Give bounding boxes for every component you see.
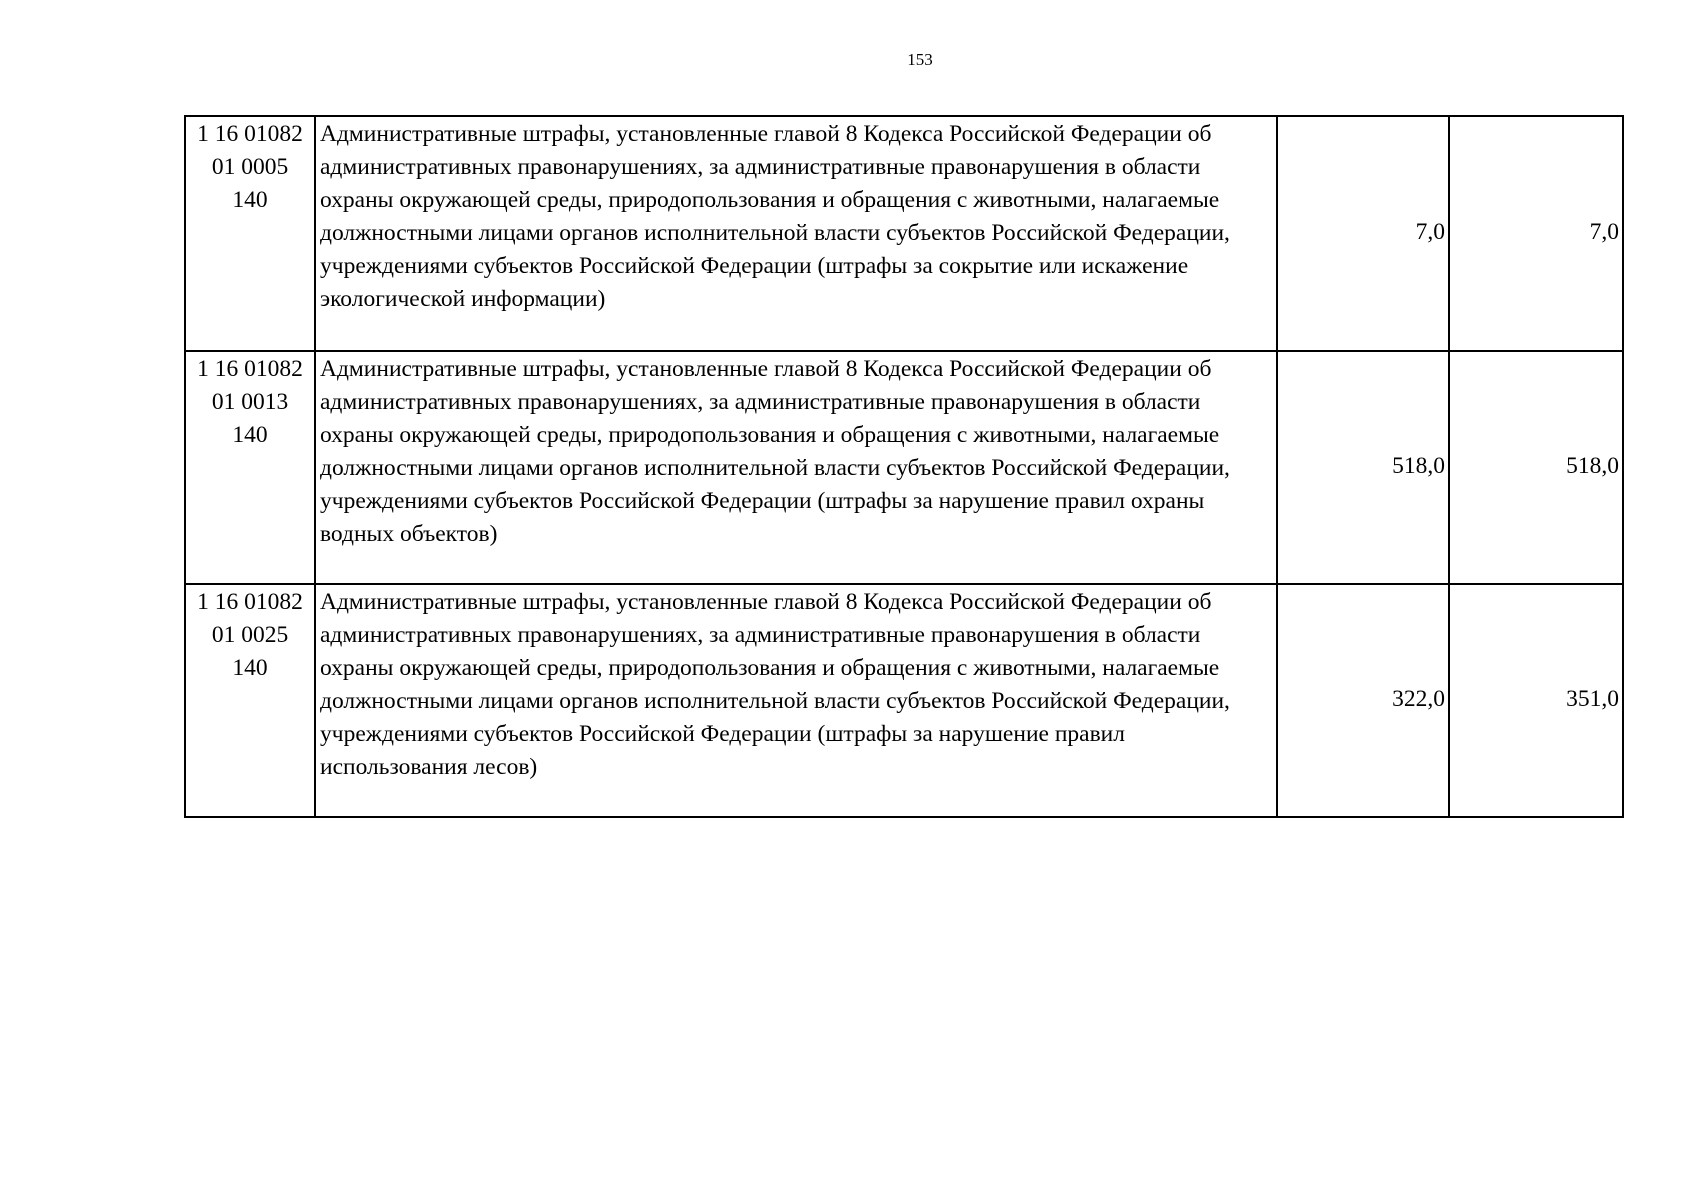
budget-table bbox=[184, 115, 1624, 818]
budget-code-line: 01 0005 bbox=[211, 154, 289, 180]
budget-code-line: 140 bbox=[232, 422, 268, 448]
description-cell: Административные штрафы, установленные главой 8 Кодекса Российской Федерации об административных правонарушениях, за административные правонарушения в области охраны окружающей среды, природопользования и обращения с животными, налагаемые должностными лицами органов исполнительной власти субъектов Российской Федерации, учреждениями субъектов Российской Федерации (штрафы за сокрытие или искажение экологической информации) bbox=[315, 116, 1277, 351]
budget-code-line: 01 0013 bbox=[211, 389, 289, 415]
budget-code-cell bbox=[185, 584, 315, 817]
value-2-cell: 7,0 bbox=[1449, 116, 1623, 351]
value-2-cell: 518,0 bbox=[1449, 351, 1623, 584]
budget-code-cell bbox=[185, 351, 315, 584]
budget-code-line: 1 16 01082 bbox=[197, 589, 303, 615]
table-row bbox=[185, 116, 1623, 351]
budget-code-line: 01 0025 bbox=[211, 622, 289, 648]
budget-code-line: 140 bbox=[232, 655, 268, 681]
budget-code-line: 140 bbox=[232, 187, 268, 213]
table-row bbox=[185, 584, 1623, 817]
value-1-cell: 518,0 bbox=[1277, 351, 1449, 584]
value-2-cell: 351,0 bbox=[1449, 584, 1623, 817]
value-1-cell: 7,0 bbox=[1277, 116, 1449, 351]
description-cell: Административные штрафы, установленные главой 8 Кодекса Российской Федерации об административных правонарушениях, за административные правонарушения в области охраны окружающей среды, природопользования и обращения с животными, налагаемые должностными лицами органов исполнительной власти субъектов Российской Федерации, учреждениями субъектов Российской Федерации (штрафы за нарушение правил охраны водных объектов) bbox=[315, 351, 1277, 584]
budget-code-line: 1 16 01082 bbox=[197, 121, 303, 147]
value-1-cell: 322,0 bbox=[1277, 584, 1449, 817]
budget-code-line: 1 16 01082 bbox=[197, 356, 303, 382]
table-row bbox=[185, 351, 1623, 584]
page-number: 153 bbox=[907, 50, 933, 69]
budget-code-cell bbox=[185, 116, 315, 351]
description-cell: Административные штрафы, установленные главой 8 Кодекса Российской Федерации об административных правонарушениях, за административные правонарушения в области охраны окружающей среды, природопользования и обращения с животными, налагаемые должностными лицами органов исполнительной власти субъектов Российской Федерации, учреждениями субъектов Российской Федерации (штрафы за нарушение правил использования лесов) bbox=[315, 584, 1277, 817]
